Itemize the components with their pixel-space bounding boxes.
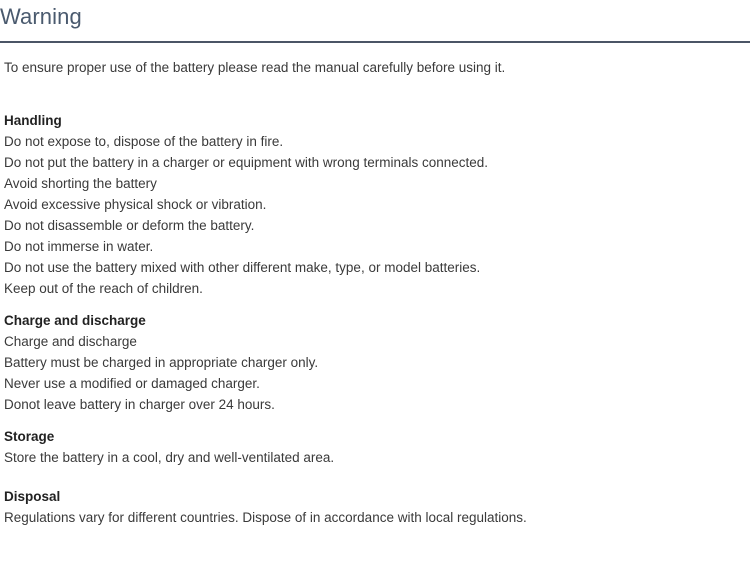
charge-item: Donot leave battery in charger over 24 hours. (4, 397, 275, 412)
intro-text: To ensure proper use of the battery please read the manual carefully before using it. (4, 60, 506, 75)
title-divider (0, 41, 750, 43)
handling-item: Do not use the battery mixed with other different make, type, or model batteries. (4, 260, 481, 275)
charge-item: Battery must be charged in appropriate charger only. (4, 355, 319, 370)
handling-item: Avoid excessive physical shock or vibration. (4, 197, 267, 212)
section-heading-handling: Handling (4, 113, 62, 128)
page-title: Warning (0, 4, 82, 29)
section-heading-charge: Charge and discharge (4, 313, 146, 328)
disposal-item: Regulations vary for different countries. Dispose of in accordance with local regulations. (4, 510, 527, 525)
charge-item: Never use a modified or damaged charger. (4, 376, 260, 391)
storage-item: Store the battery in a cool, dry and well-ventilated area. (4, 450, 335, 465)
handling-item: Do not put the battery in a charger or equipment with wrong terminals connected. (4, 155, 489, 170)
charge-item: Charge and discharge (4, 334, 137, 349)
handling-item: Do not expose to, dispose of the battery in fire. (4, 134, 284, 149)
section-heading-storage: Storage (4, 429, 55, 444)
section-heading-disposal: Disposal (4, 489, 61, 504)
handling-item: Avoid shorting the battery (4, 176, 157, 191)
handling-item: Do not disassemble or deform the battery. (4, 218, 255, 233)
handling-item: Keep out of the reach of children. (4, 281, 203, 296)
handling-item: Do not immerse in water. (4, 239, 154, 254)
